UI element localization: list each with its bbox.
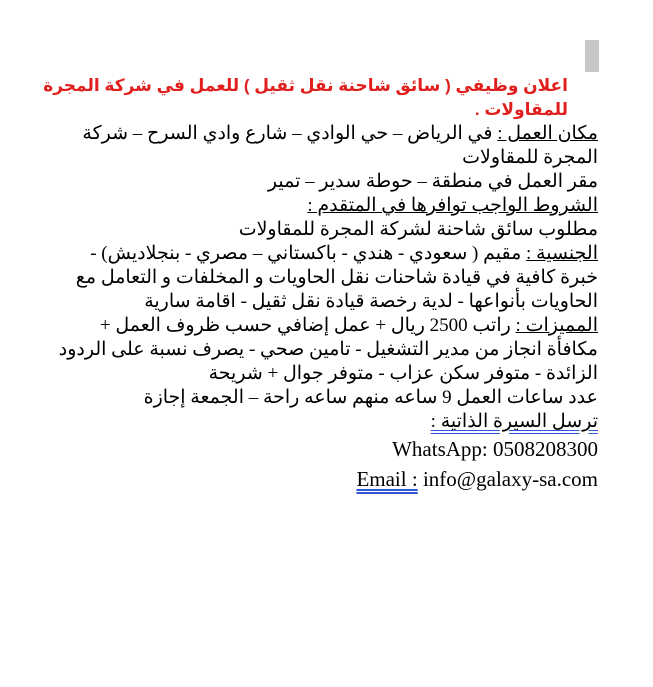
document-page xyxy=(30,74,598,494)
nationality-line xyxy=(30,242,598,266)
email-value: info@galaxy-sa.com xyxy=(422,467,598,491)
benefits-value: راتب 2500 ريال + عمل إضافي حسب ظروف العمل + xyxy=(99,315,511,336)
benefits-line-2: مكافأة انجاز من مدير التشغيل - تامين صحي - يصرف نسبة على الردود xyxy=(58,339,598,360)
job-details xyxy=(30,122,598,434)
scrollbar-thumb[interactable] xyxy=(585,40,599,72)
hours-line: عدد ساعات العمل 9 ساعه منهم ساعه راحة – الجمعة إجازة xyxy=(143,387,598,408)
contact-block xyxy=(30,434,598,494)
benefits-label: المميزات : xyxy=(515,315,598,336)
nationality-value: مقيم ( سعودي - هندي - باكستاني – مصري - بنجلاديش) - xyxy=(90,243,522,264)
work-place-label: مكان العمل : xyxy=(497,123,598,144)
job-title xyxy=(30,74,598,122)
email-label: Email : xyxy=(356,467,418,491)
experience-line-2: الحاويات بأنواعها - لدية رخصة قيادة نقل ثقيل - اقامة سارية xyxy=(144,291,598,312)
work-place-line-2: المجرة للمقاولات xyxy=(462,147,598,168)
job-title-line-2: للمقاولات . xyxy=(474,100,568,119)
job-title-line-1: اعلان وظيفي ( سائق شاحنة نقل ثقيل ) للعمل في شركة المجرة xyxy=(43,76,568,95)
hq-line: مقر العمل في منطقة – حوطة سدير – تمير xyxy=(267,171,598,192)
benefits-line-1 xyxy=(30,314,598,338)
benefits-line-3: الزائدة - متوفر سكن عزاب - متوفر جوال + شريحة xyxy=(208,363,598,384)
email-line xyxy=(30,464,598,494)
work-place-line-1 xyxy=(30,122,598,146)
whatsapp-line: WhatsApp: 0508208300 xyxy=(392,437,598,461)
wanted-line: مطلوب سائق شاحنة لشركة المجرة للمقاولات xyxy=(238,219,598,240)
cv-line: ترسل السيرة الذاتية : xyxy=(430,411,598,432)
experience-line-1: خبرة كافية في قيادة شاحنات نقل الحاويات و المخلفات و التعامل مع xyxy=(75,267,598,288)
conditions-heading: الشروط الواجب توافرها في المتقدم : xyxy=(307,195,598,216)
nationality-label: الجنسية : xyxy=(526,243,598,264)
work-place-value: في الرياض – حي الوادي – شارع وادي السرح – شركة xyxy=(82,123,493,144)
